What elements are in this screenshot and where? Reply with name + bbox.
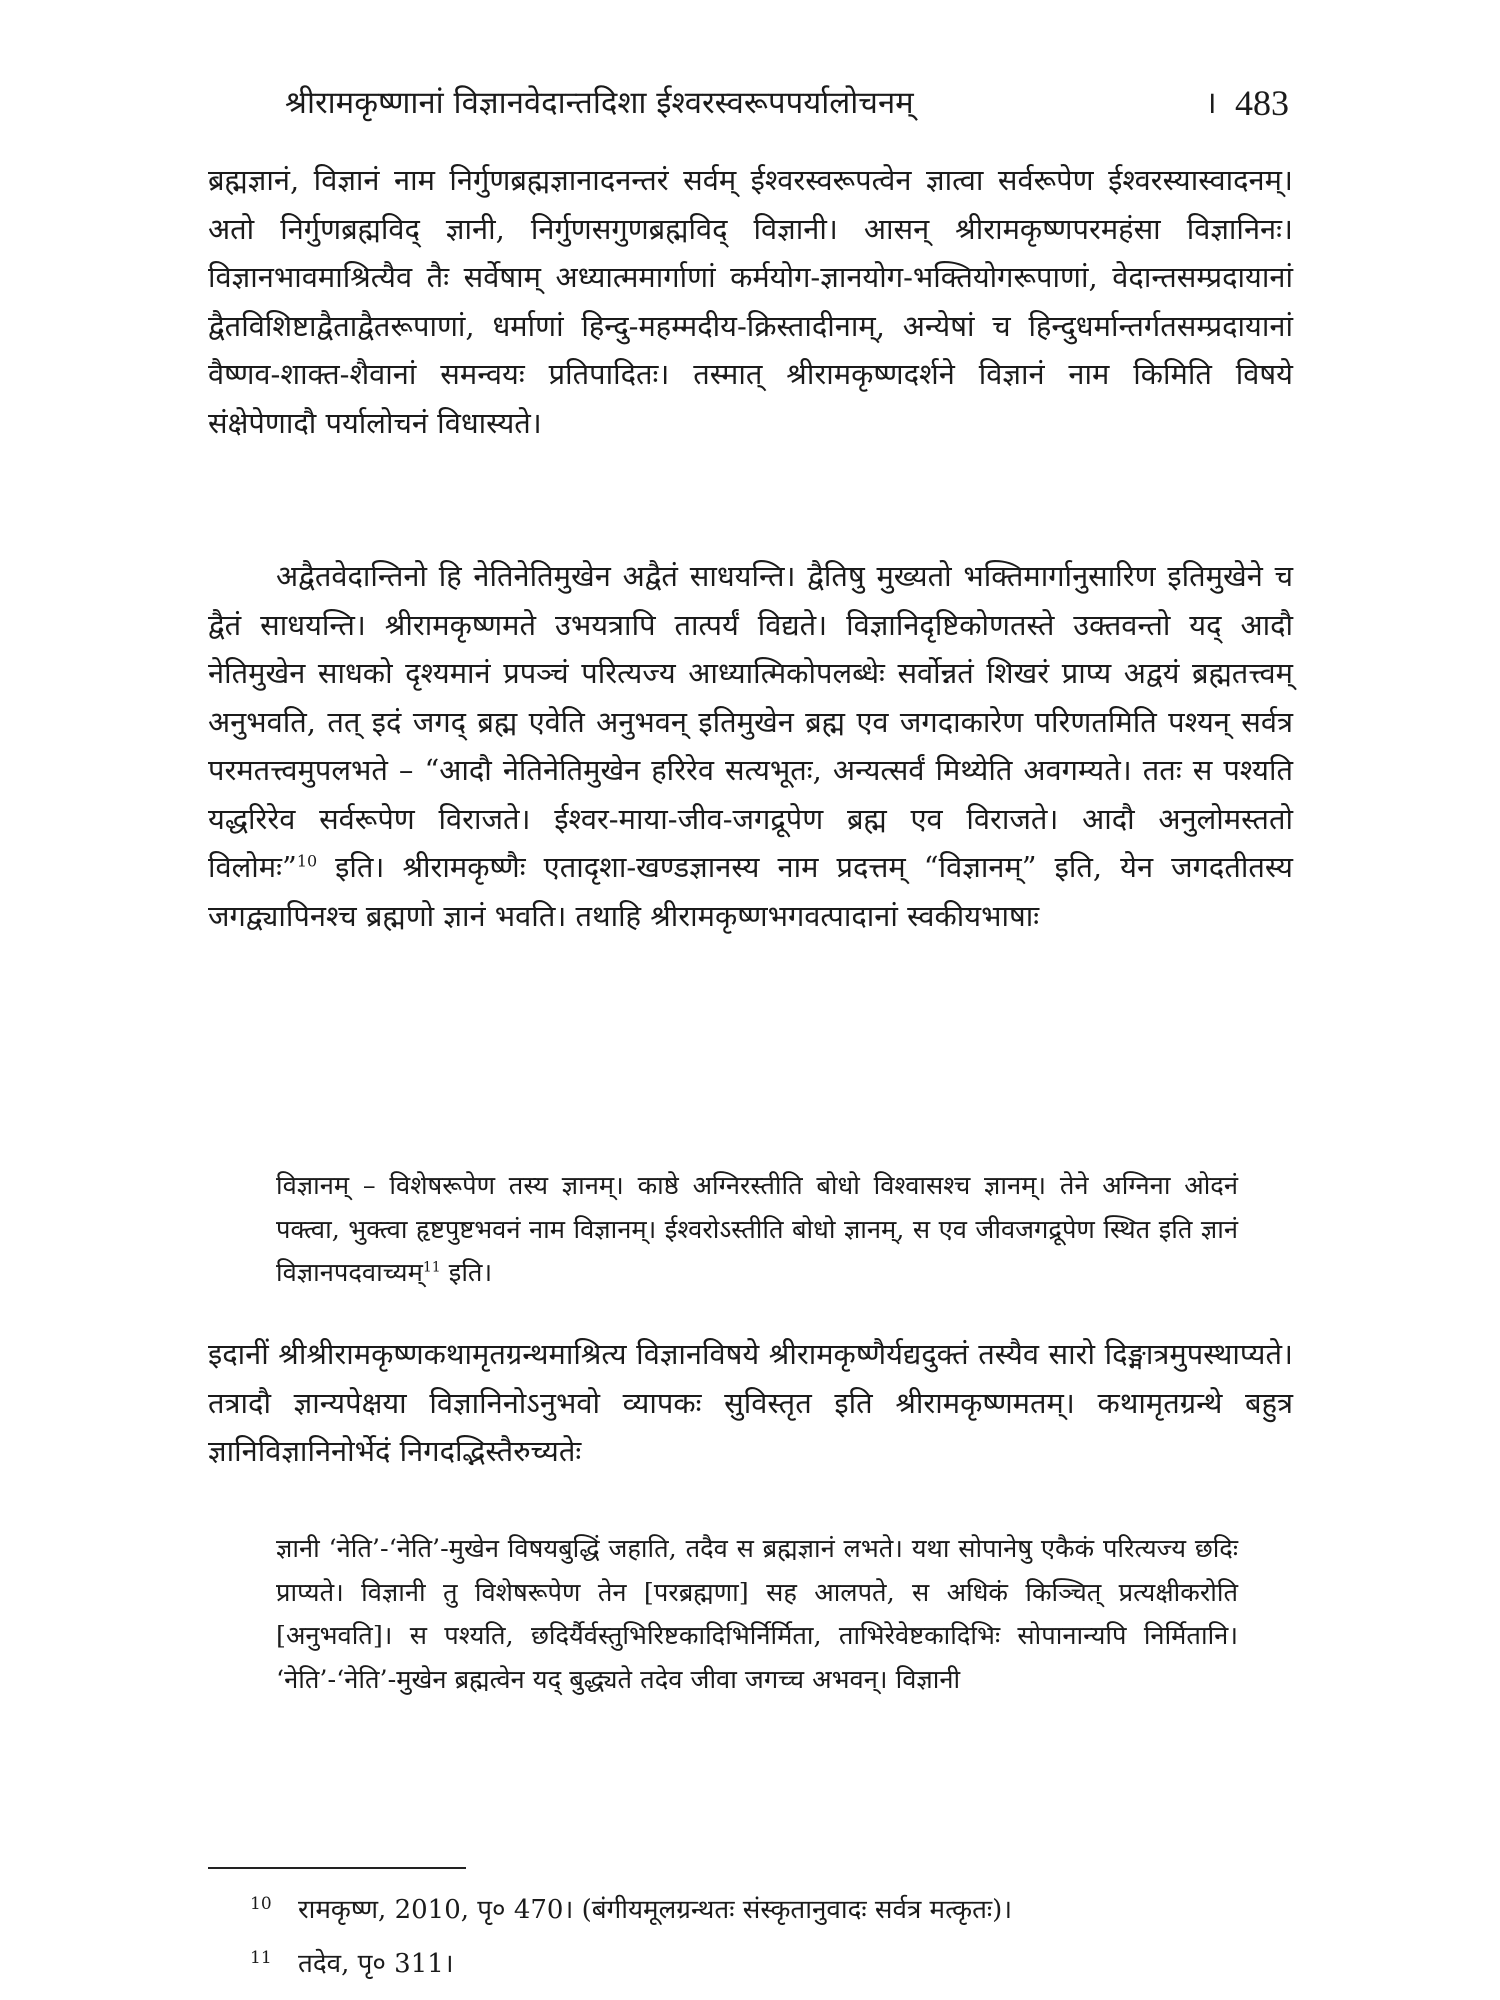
footnote-10-text: रामकृष्ण, 2010, पृ० 470। (बंगीयमूलग्रन्थतः संस्कृतानुवादः सर्वत्र मत्कृतः)। [298,1895,1013,1925]
paragraph-2-text-b: इति। श्रीरामकृष्णैः एतादृशा-खण्डज्ञानस्य नाम प्रदत्तम् “विज्ञानम्” इति, येन जगदतीतस्य जगद्व्यापिनश्च ब्रह्मणो ज्ञानं भवति। तथाहि श्रीरामकृष्णभगवत्पादानां स्वकीयभाषाः [208,850,1293,933]
block-quote-2: ज्ञानी ‘नेति’-‘नेति’-मुखेन विषयबुद्धिं जहाति, तदैव स ब्रह्मज्ञानं लभते। यथा सोपानेषु एकैकं परित्यज्य छदिः प्राप्यते। विज्ञानी तु विशेषरूपेण तेन [परब्रह्मणा] सह आलपते, स अधिकं किञ्चित् प्रत्यक्षीकरोति [अनुभवति]। स पश्यति, छदिर्यैर्वस्तुभिरिष्टकादिभिर्निर्मिता, ताभिरेवेष्टकादिभिः सोपानान्यपि निर्मितानि। ‘नेति’-‘नेति’-मुखेन ब्रह्मत्वेन यद् बुद्ध्यते तदेव जीवा जगच्च अभवन्। विज्ञानी [276,1534,1238,1695]
running-header [285,78,1295,128]
footnote-divider [208,1867,466,1869]
page-number: 483 [1235,83,1289,123]
paragraph-3: इदानीं श्रीश्रीरामकृष्णकथामृतग्रन्थमाश्रित्य विज्ञानविषये श्रीरामकृष्णैर्यद्यदुक्तं तस्यैव सारो दिङ्मात्रमुपस्थाप्यते। तत्रादौ ज्ञान्यपेक्षया विज्ञानिनोऽनुभवो व्यापकः सुविस्तृत इति श्रीरामकृष्णमतम्। कथामृतग्रन्थे बहुत्र ज्ञानिविज्ञानिनोर्भेदं निगदद्भिस्तैरुच्यतेः [208,1337,1293,1468]
header-separator: । [1205,85,1217,121]
paragraph-2-text-a: अद्वैतवेदान्तिनो हि नेतिनेतिमुखेन अद्वैतं साधयन्ति। द्वैतिषु मुख्यतो भक्तिमार्गानुसारिण इतिमुखेने च द्वैतं साधयन्ति। श्रीरामकृष्णमते उभयत्रापि तात्पर्यं विद्यते। विज्ञानिदृष्टिकोणतस्ते उक्तवन्तो यद् आदौ नेतिमुखेन साधको दृश्यमानं प्रपञ्चं परित्यज्य आध्यात्मिकोपलब्धेः सर्वोन्नतं शिखरं प्राप्य अद्वयं ब्रह्मतत्त्वम् अनुभवति, तत् इदं जगद् ब्रह्म एवेति अनुभवन् इतिमुखेन ब्रह्म एव जगदाकारेण परिणतमिति पश्यन् सर्वत्र परमतत्त्वमुपलभते – “आदौ नेतिनेतिमुखेन हरिरेव सत्यभूतः, अन्यत्सर्वं मिथ्येति अवगम्यते। ततः स पश्यति यद्धरिरेव सर्वरूपेण विराजते। ईश्वर-माया-जीव-जगद्रूपेण ब्रह्म एव विराजते। आदौ अनुलोमस्ततो विलोमः” [208,559,1293,884]
footnote-11-mark: 11 [250,1948,272,1968]
block-quote-1 [276,1165,1238,1296]
footnote-ref-11[interactable]: 11 [422,1259,441,1276]
block-quote-1-tail: इति। [440,1258,493,1288]
footnote-10-mark: 10 [250,1894,272,1914]
footnote-ref-10[interactable]: 10 [296,851,318,871]
paragraph-2 [208,552,1293,940]
footnote-11-text: तदेव, पृ० 311। [298,1949,454,1979]
running-title: श्रीरामकृष्णानां विज्ञानवेदान्तदिशा ईश्वरस्वरूपपर्यालोचनम् [285,85,914,121]
paragraph-1: ब्रह्मज्ञानं, विज्ञानं नाम निर्गुणब्रह्मज्ञानादनन्तरं सर्वम् ईश्वरस्वरूपत्वेन ज्ञात्वा सर्वरूपेण ईश्वरस्यास्वादनम्। अतो निर्गुणब्रह्मविद् ज्ञानी, निर्गुणसगुणब्रह्मविद् विज्ञानी। आसन् श्रीरामकृष्णपरमहंसा विज्ञानिनः। विज्ञानभावमाश्रित्यैव तैः सर्वेषाम् अध्यात्ममार्गाणां कर्मयोग-ज्ञानयोग-भक्तियोगरूपाणां, वेदान्तसम्प्रदायानां द्वैतविशिष्टाद्वैताद्वैतरूपाणां, धर्माणां हिन्दु-महम्मदीय-क्रिस्तादीनाम्, अन्येषां च हिन्दुधर्मान्तर्गतसम्प्रदायानां वैष्णव-शाक्त-शैवानां समन्वयः प्रतिपादितः। तस्मात् श्रीरामकृष्णदर्शने विज्ञानं नाम किमिति विषये संक्षेपेणादौ पर्यालोचनं विधास्यते। [208,163,1293,440]
block-quote-1-text: विज्ञानम् – विशेषरूपेण तस्य ज्ञानम्। काष्ठे अग्निरस्तीति बोधो विश्वासश्च ज्ञानम्। तेने अग्निना ओदनं पक्त्वा, भुक्त्वा हृष्टपुष्टभवनं नाम विज्ञानम्। ईश्वरोऽस्तीति बोधो ज्ञानम्, स एव जीवजगद्रूपेण स्थित इति ज्ञानं विज्ञानपदवाच्यम् [276,1171,1238,1288]
